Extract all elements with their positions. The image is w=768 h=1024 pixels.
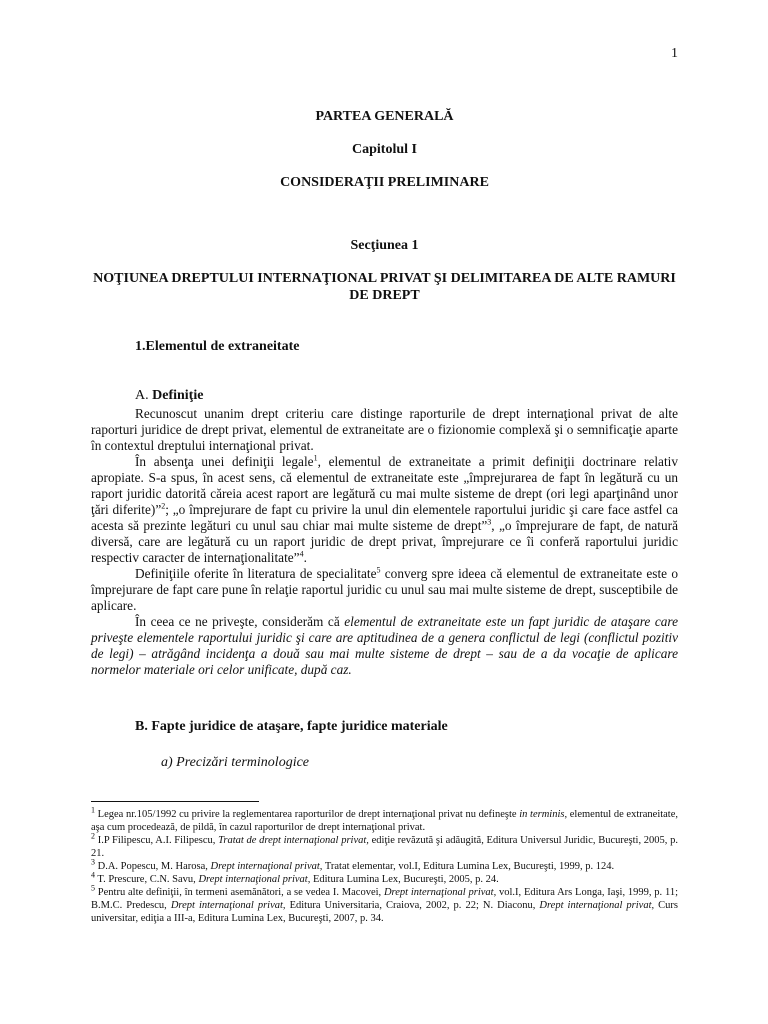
footnote-num-3: 3 — [91, 857, 95, 867]
section-heading: Secţiunea 1 — [350, 238, 419, 253]
footnote-4 — [91, 870, 678, 886]
chapter-heading: Capitolul I — [352, 142, 417, 157]
footnote-num-1: 1 — [91, 805, 95, 815]
fn1-c: , elementul de extraneitate, aşa cum procedează, de pildă, în cazul raporturilor de drept internaţional privat. — [91, 809, 679, 833]
fn5-g: Curs universitar, ediţia a III-a, Editura Lumina Lex, Bucureşti, 2007, p. 34. — [91, 900, 678, 924]
paragraph-4 — [91, 614, 678, 678]
fn2-c: ediţie revăzută şi adăugită, Editura Universul Juridic, Bucureşti, 2005, p. 21. — [91, 835, 678, 859]
fn3-c: Tratat elementar, vol.I, Editura Lumina Lex, Bucureşti, 1999, p. 124. — [322, 861, 615, 872]
fn5-e: Editura Universitaria, Craiova, 2002, p. 22; N. Diaconu, — [285, 900, 540, 911]
p4-text-a: În ceea ce ne priveşte, considerăm că — [135, 614, 345, 629]
fn5-c: vol.I, Editura Ars Longa, Iaşi, 1999, p. 11; B.M.C. Predescu, — [91, 887, 678, 911]
fn1-a: Legea nr.105/1992 cu privire la reglementarea raporturilor de drept internaţional privat nu defineşte — [97, 809, 520, 820]
page-number: 1 — [671, 46, 678, 61]
fn2-b: Tratat de drept internaţional privat, — [218, 835, 369, 846]
footnote-2 — [91, 831, 678, 860]
footnote-3 — [91, 857, 678, 873]
chapter-title: CONSIDERAŢII PRELIMINARE — [280, 175, 489, 190]
footnote-ref-3[interactable]: 3 — [487, 517, 492, 527]
paragraph-2 — [91, 454, 678, 566]
subheading-definitie — [135, 388, 203, 404]
document-page — [91, 0, 678, 1024]
footnote-5 — [91, 883, 678, 925]
subheading-letter: A. — [135, 388, 153, 403]
footnote-ref-4[interactable]: 4 — [299, 549, 304, 559]
fn2-a: I.P Filipescu, A.I. Filipescu, — [95, 835, 219, 846]
fn4-b: Drept internaţional privat, — [198, 874, 311, 885]
subheading-fapte-juridice: B. Fapte juridice de ataşare, fapte juridice materiale — [135, 719, 448, 734]
paragraph-3 — [91, 566, 678, 614]
fn5-a: Pentru alte definiţii, în termeni asemănători, a se vedea I. Macovei, — [95, 887, 384, 898]
footnote-separator — [91, 801, 259, 802]
body-text — [91, 406, 678, 678]
fn5-d: Drept internaţional privat, — [170, 900, 286, 911]
fn5-f: Drept internaţional privat, — [539, 900, 655, 911]
part-heading: PARTEA GENERALĂ — [315, 109, 454, 124]
p3-text-a: Definiţiile oferite în literatura de specialitate — [135, 566, 377, 581]
fn5-b: Drept internaţional privat, — [383, 887, 497, 898]
subheading-definitie-text: Definiţie — [152, 388, 204, 403]
p2-text-c: ; „o împrejurare de fapt cu privire la unul din elementele raportului juridic şi care face astfel ca acesta să prezinte legături cu unul sau chiar mai multe sisteme de drept” — [91, 502, 678, 533]
footnote-num-5: 5 — [91, 883, 95, 893]
footnote-ref-5[interactable]: 5 — [376, 565, 381, 575]
fn3-b: Drept internaţional privat, — [210, 861, 323, 872]
p2-text-b: , elementul de extraneitate a primit definiţii doctrinare relativ apropiate. S-a spus, în acest sens, că elementul de extraneitate este „împrejurarea de fapt în legătură cu un raport juridic datorită căreia acest raport are legătură cu mai multe sisteme de drept (ori legi aparţinând unor ţări diferite)” — [91, 454, 678, 517]
p2-text-d: , „o împrejurare de fapt, de natură diversă, care are legătură cu un raport juridic de drept privat, împrejurare ce îi conferă raportului juridic respectiv caracter de internaţionalitate” — [91, 518, 678, 565]
p2-text-a: În absenţa unei definiţii legale — [135, 454, 314, 469]
subheading-precizari: a) Precizări terminologice — [161, 755, 310, 770]
p3-text-b: converg spre ideea că elementul de extraneitate este o împrejurare de fapt care pune în relaţie raportul juridic cu unul sau mai multe sisteme de drept, susceptibile de aplicare. — [91, 566, 678, 613]
fn4-c: Editura Lumina Lex, Bucureşti, 2005, p. 24. — [310, 874, 499, 885]
fn4-a: T. Prescure, C.N. Savu, — [95, 874, 199, 885]
footnotes — [91, 805, 679, 925]
p4-definition-italic: elementul de extraneitate este un fapt juridic de ataşare care priveşte elementele raportului juridic şi care are aptitudinea de a genera conflictul de legi (conflictul pozitiv de legi) – atrăgând incidenţa a două sau mai multe sisteme de drept – sau de a da vocaţie de aplicare normelor materiale ori celor unificate, după caz. — [91, 614, 678, 677]
footnote-num-2: 2 — [91, 831, 95, 841]
footnote-ref-2[interactable]: 2 — [161, 501, 166, 511]
footnote-ref-1[interactable]: 1 — [313, 453, 318, 463]
section-title: NOŢIUNEA DREPTULUI INTERNAŢIONAL PRIVAT ŞI DELIMITAREA DE ALTE RAMURI DE DREPT — [93, 271, 676, 303]
subheading-element-extraneitate: 1.Elementul de extraneitate — [135, 339, 300, 354]
paragraph-1: Recunoscut unanim drept criteriu care distinge raporturile de drept internaţional privat de alte raporturi juridice de drept privat, elementul de extraneitate are o fizionomie complexă şi o semnificaţie aparte în contextul dreptului internaţional privat. — [91, 406, 678, 453]
fn3-a: D.A. Popescu, M. Harosa, — [95, 861, 211, 872]
footnote-num-4: 4 — [91, 870, 95, 880]
footnote-1 — [91, 805, 679, 834]
p2-text-e: . — [303, 550, 307, 565]
fn1-b: in terminis — [519, 809, 565, 820]
